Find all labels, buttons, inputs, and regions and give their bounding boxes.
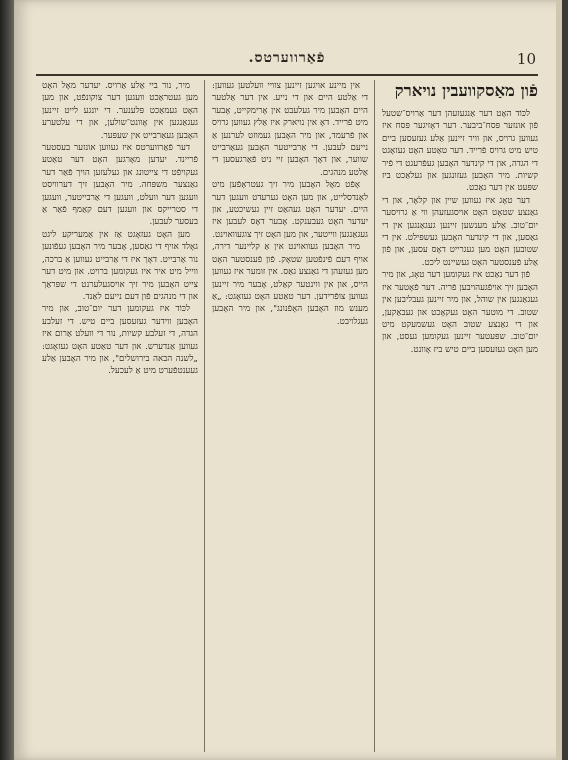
newspaper-page [14, 0, 562, 760]
column-divider [204, 80, 205, 752]
page-header [30, 46, 544, 72]
paragraph: פֿון דער נאַכט איז געקומען דער טאָג, און מיר האָבען זיך אויפֿגעהויבען פֿריה. דער פֿאָטער איז געגאַנגען אין שוהל, און מיר זיינען געבליבען אין שטוב. די מוטער האָט געקאָכט און געבאַקען, און די גאַנצע שטוב האָט געשמעקט מיט יום־טוב. שפּעטער זיינען געקומען געסט, און מען האָט געזעסען ביים טיש ביז אָוונט. [382, 270, 538, 355]
paragraph: לכּוֹד איז געקומען דער יום־טוב, און מיר האָבען ווידער געזעסען ביים טיש. די זעלבע הגדה, די זעלבע קשיות, נור די וועלט אַרום איז געווען אַנדערש. און דער טאַטע האָט געזאָגט: „לשנה הבאה בירושלים", און מיר האָבען אַלע געענטפֿערט מיט אַ לעכעל. [42, 304, 198, 377]
running-title: פֿאַרווערטס. [248, 50, 326, 66]
text-columns [36, 80, 538, 752]
paragraph: מיר האָבען געוואוינט אין אַ קליינער דירה, אויף דעם פֿינפֿטען שטאָק. פֿון פֿענסטער האָט מען געזעהן די גאַנצע גאַס. אין זומער איז געווען הייס, און אין ווינטער קאַלט, אָבער מיר זיינען געווען צופֿרידען. דער טאַטע האָט געזאָגט: „אַ מענש מוז האָבען האָפֿנונג", און מיר האָבען געגלויבט. [212, 242, 368, 327]
header-rule [36, 74, 538, 76]
paragraph: לכּוֹד האָט דער אַנגעזעהן דער אַרויס־שטעל פֿון אונזער פּסח־ביבער. דער דאָזיגער פּסח איז געווען גרויס, און וויר זיינען אַלע געזעסען ביים טיש מיט גרויס פֿרייד. דער טאַטע האָט געזאָגט די הגדה, און די קינדער האָבען געפֿרעגט די פֿיר קשיות. מיר האָבען געזונגען און געלאַכט ביז שפּעט אין דער נאַכט. [382, 109, 538, 194]
paragraph: מיר, נור ביי אַלע אַרויס. יעדער מאָל האָט מען געטראַכט וועגען דער צוקונפֿט, און מען האָט געמאַכט פּלענער. די יונגע לייט זיינען געגאַנגען אין אָוונט־שולען, און די עלטערע האָבען געאַרבייט אין שעפּער. [42, 81, 198, 141]
column-divider [374, 80, 375, 752]
article-title: פֿון מאַסקוועבין נויארק [394, 81, 538, 100]
book-spine [0, 0, 14, 760]
paragraph: דער פֿאַרווערטס איז געווען אונזער בעסטער פֿריינד. יעדען מאָרגען האָט דער טאַטע געקויפֿט די צייטונג און געלעזען הויך פֿאַר דער גאַנצער משפּחה. מיר האָבען זיך דערוויסט וועגען דער וועלט, וועגען די אַרבייטער, וועגען די סטרייקס און וועגען דעם קאַמף פֿאַר אַ בעסער לעבען. [42, 143, 198, 228]
paragraph: דער טאָג איז געווען שיין און קלאָר, און די גאַנצע שטאָט האָט אויסגעזעהן ווי אַ גרויסער יום־טוב. אַלע מענשען זיינען געגאַנגען אין די גאַסען, און די קינדער האָבען געשפּילט. אין די שטובען האָט מען געגרייט דאָס עסען, און פֿון אַלע פֿענסטער האָט געשיינט ליכט. [382, 195, 538, 268]
column-left [42, 80, 198, 752]
page-number: 10 [516, 50, 536, 68]
paragraph: מען האָט געזאָגט אַז אין אַמעריקע ליגט גאָלד אויף די גאַסען, אָבער מיר האָבען געפֿונען נור אַרבייט. דאָך איז די אַרבייט געווען אַ ברכה, ווייל מיט איר איז געקומען ברויט. און מיט דער צייט האָבען מיר זיך אויסגעלערנט די שפּראַך און די מנהגים פֿון דעם נייעם לאַנד. [42, 229, 198, 302]
paragraph: אָפֿט מאָל האָבען מיר זיך געטראָפֿען מיט לאַנדסלייט, און מען האָט גערעדט וועגען דער היים. יעדער האָט געהאַט זיין געשיכטע, און יעדער האָט געבענקט. אָבער דאָס לעבען איז געגאַנגען ווייטער, און מען האָט זיך צוגעוואוינט. [212, 180, 368, 240]
paragraph: אין מיינע אויגען זיינען צוויי וועלטען געווען: די אַלטע היים און די נייע. אין דער אַלטער היים האָבען מיר געלעבט אין אָרימקייט, אָבער מיט פֿרייד. דאָ אין נויארק איז אַלץ געווען גרויס און פֿרעמד, און מיר האָבען געמוזט לערנען אַ נייעם לעבען. די אַרבייטער האָבען געאַרבייט שווער, און דאָך האָבען זיי ניט פֿאַרגעסען די אַלטע מנהגים. [212, 81, 368, 178]
column-middle [212, 80, 368, 752]
page-edge [556, 0, 562, 760]
column-right [382, 80, 538, 752]
